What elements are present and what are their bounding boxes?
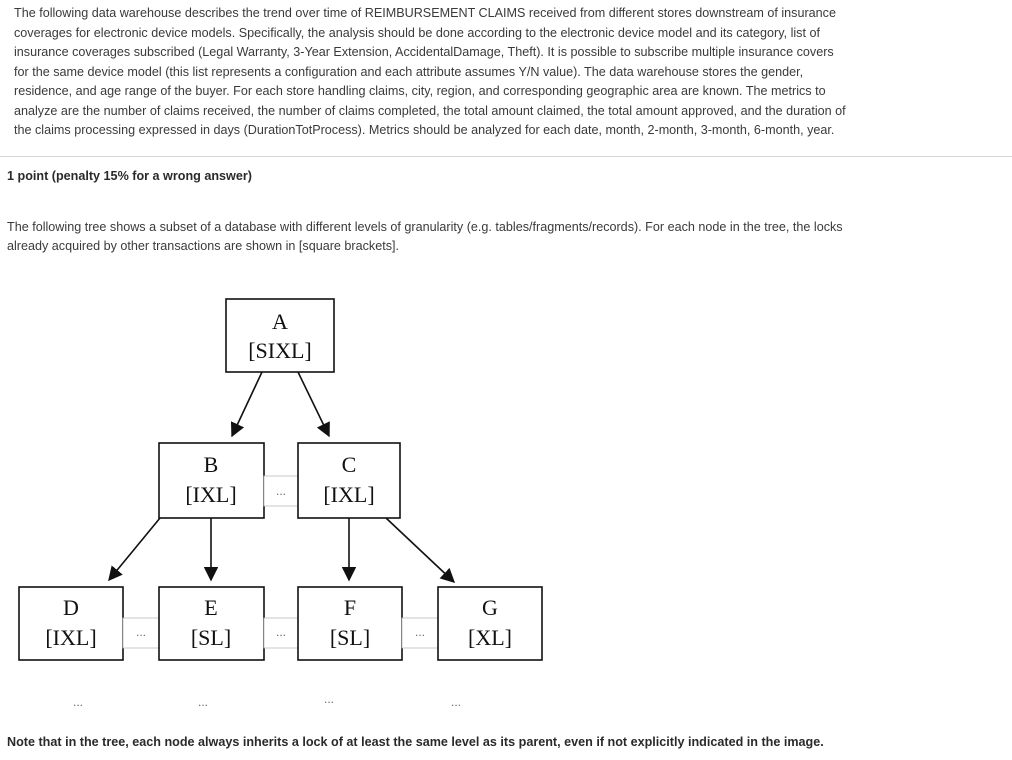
continuation-dots: ...: [323, 692, 335, 706]
points-label: 1 point (penalty 15% for a wrong answer): [7, 169, 252, 183]
sibling-dots: ...: [275, 625, 287, 639]
question-text: [7, 218, 1007, 256]
edge-c-g: [386, 518, 454, 582]
sibling-dots: ...: [414, 625, 426, 639]
node-d-locks: [IXL]: [45, 625, 97, 650]
intro-line: analyze are the number of claims received, the number of claims completed, the total amount claimed, the total amount approved, and the duration of: [14, 103, 846, 118]
node-e-locks: [SL]: [190, 625, 232, 650]
node-f-name: F: [343, 595, 357, 620]
continuation-dots: ...: [197, 695, 209, 709]
intro-line: insurance coverages subscribed (Legal Warranty, 3-Year Extension, AccidentalDamage, Theft). It is possible to subscribe multiple insurance covers: [14, 45, 834, 59]
inheritance-note: Note that in the tree, each node always inherits a lock of at least the same level as its parent, even if not explicitly indicated in the image.: [7, 735, 824, 749]
question-line: The following tree shows a subset of a database with different levels of granularity (e.g. tables/fragments/records). For each node in the tree, the locks: [7, 220, 843, 234]
edge-a-c: [298, 372, 329, 436]
tree-node-f: [298, 587, 402, 660]
edge-b-d: [109, 518, 160, 580]
continuation-dots: ...: [450, 695, 462, 709]
intro-line: the claims processing expressed in days (DurationTotProcess). Metrics should be analyzed for each date, month, 2-month, 3-month, 6-month, year.: [14, 123, 835, 137]
node-g-locks: [XL]: [468, 625, 512, 650]
tree-node-e: [159, 587, 264, 660]
node-c-locks: [IXL]: [323, 482, 375, 507]
intro-line: coverages for electronic device models. Specifically, the analysis should be done according to the electronic device model and its category, list of: [14, 25, 820, 40]
sibling-dots: ...: [135, 625, 147, 639]
sibling-dots: ...: [275, 484, 287, 498]
node-a-name: A: [272, 309, 288, 334]
tree-node-b: [159, 443, 264, 518]
node-c-name: C: [341, 452, 357, 477]
node-b-locks: [IXL]: [185, 482, 237, 507]
node-a-locks: [SIXL]: [248, 338, 312, 363]
tree-node-a: [226, 299, 334, 372]
node-d-name: D: [63, 595, 79, 620]
tree-node-d: [19, 587, 123, 660]
intro-line: residence, and age range of the buyer. For each store handling claims, city, region, and corresponding geographic area are known. The metrics to: [14, 84, 826, 98]
problem-description: [14, 4, 1004, 150]
lock-tree-diagram: [0, 280, 560, 725]
node-e-name: E: [204, 595, 218, 620]
tree-node-c: [298, 443, 400, 518]
section-divider: [0, 156, 1012, 157]
node-f-locks: [SL]: [329, 625, 371, 650]
intro-line: for the same device model (this list represents a configuration and each attribute assumes Y/N value). The data warehouse stores the gender,: [14, 64, 804, 79]
tree-node-g: [438, 587, 542, 660]
edge-a-b: [232, 372, 262, 436]
lock-tree-svg: [0, 280, 560, 720]
continuation-dots: ...: [72, 695, 84, 709]
node-b-name: B: [203, 452, 219, 477]
question-line: already acquired by other transactions are shown in [square brackets].: [7, 239, 400, 253]
node-g-name: G: [482, 595, 498, 620]
intro-line: The following data warehouse describes the trend over time of REIMBURSEMENT CLAIMS received from different stores downstream of insurance: [14, 6, 836, 20]
